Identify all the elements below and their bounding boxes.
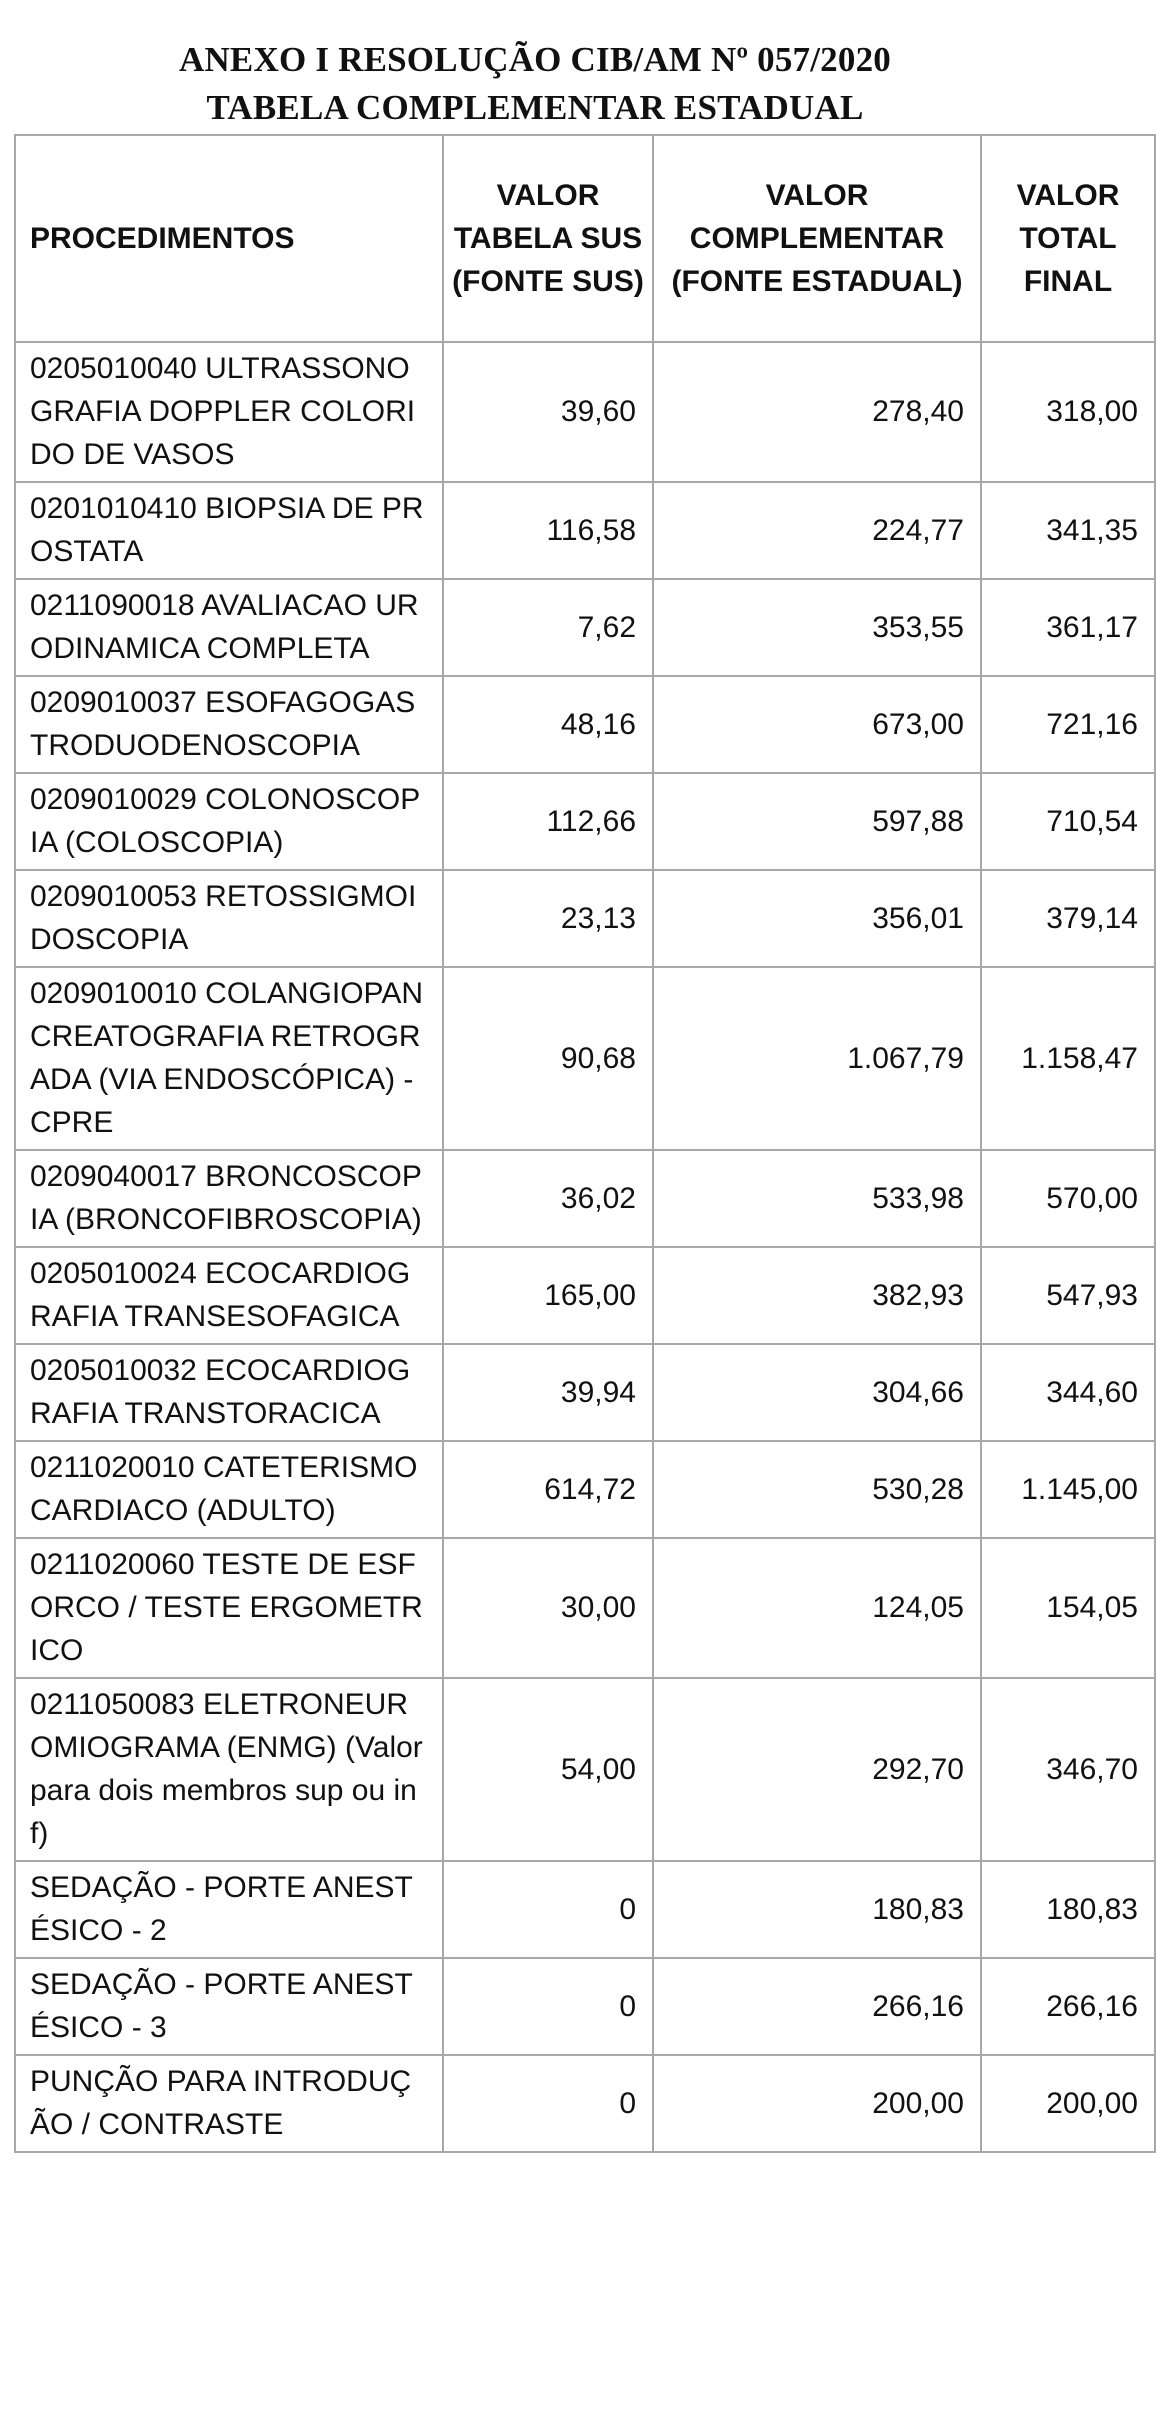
valor-total-cell: 154,05 — [981, 1538, 1155, 1678]
valor-complementar-cell: 304,66 — [653, 1344, 981, 1441]
valor-complementar-cell: 200,00 — [653, 2055, 981, 2152]
valor-sus-cell: 165,00 — [443, 1247, 653, 1344]
valor-sus-cell: 48,16 — [443, 676, 653, 773]
procedure-cell: 0205010040 ULTRASSONOGRAFIA DOPPLER COLORIDO DE VASOS — [15, 342, 443, 482]
table-row — [15, 342, 1155, 482]
table-row — [15, 967, 1155, 1150]
valor-sus-cell: 116,58 — [443, 482, 653, 579]
valor-complementar-cell: 356,01 — [653, 870, 981, 967]
valor-total-cell: 180,83 — [981, 1861, 1155, 1958]
valor-sus-cell: 0 — [443, 2055, 653, 2152]
column-header-valor-total-final: VALOR TOTAL FINAL — [981, 135, 1155, 342]
valor-sus-cell: 112,66 — [443, 773, 653, 870]
valor-total-cell: 710,54 — [981, 773, 1155, 870]
valor-complementar-cell: 353,55 — [653, 579, 981, 676]
valor-sus-cell: 0 — [443, 1958, 653, 2055]
table-row — [15, 1538, 1155, 1678]
valor-complementar-cell: 533,98 — [653, 1150, 981, 1247]
procedure-cell: 0209040017 BRONCOSCOPIA (BRONCOFIBROSCOPIA) — [15, 1150, 443, 1247]
procedure-cell: 0209010029 COLONOSCOPIA (COLOSCOPIA) — [15, 773, 443, 870]
document-header — [0, 36, 1070, 132]
table-row — [15, 773, 1155, 870]
table-row — [15, 1344, 1155, 1441]
table-row — [15, 1678, 1155, 1861]
valor-complementar-cell: 673,00 — [653, 676, 981, 773]
valor-sus-cell: 90,68 — [443, 967, 653, 1150]
valor-total-cell: 361,17 — [981, 579, 1155, 676]
valor-sus-cell: 36,02 — [443, 1150, 653, 1247]
valor-sus-cell: 30,00 — [443, 1538, 653, 1678]
table-row — [15, 482, 1155, 579]
valor-sus-cell: 0 — [443, 1861, 653, 1958]
table-row — [15, 2055, 1155, 2152]
valor-total-cell: 570,00 — [981, 1150, 1155, 1247]
valor-total-cell: 266,16 — [981, 1958, 1155, 2055]
valor-sus-cell: 39,94 — [443, 1344, 653, 1441]
procedure-cell: 0209010053 RETOSSIGMOIDOSCOPIA — [15, 870, 443, 967]
table-row — [15, 1958, 1155, 2055]
table-row — [15, 676, 1155, 773]
document-subtitle: TABELA COMPLEMENTAR ESTADUAL — [206, 88, 864, 127]
procedure-cell: 0211050083 ELETRONEUROMIOGRAMA (ENMG) (Valor para dois membros sup ou inf) — [15, 1678, 443, 1861]
table-row — [15, 1247, 1155, 1344]
procedure-cell: 0211020010 CATETERISMO CARDIACO (ADULTO) — [15, 1441, 443, 1538]
procedure-cell: SEDAÇÃO - PORTE ANESTÉSICO - 3 — [15, 1958, 443, 2055]
document-title: ANEXO I RESOLUÇÃO CIB/AM Nº 057/2020 — [178, 40, 891, 79]
valor-total-cell: 379,14 — [981, 870, 1155, 967]
table-row — [15, 1861, 1155, 1958]
valor-total-cell: 346,70 — [981, 1678, 1155, 1861]
valor-complementar-cell: 382,93 — [653, 1247, 981, 1344]
procedure-cell: SEDAÇÃO - PORTE ANESTÉSICO - 2 — [15, 1861, 443, 1958]
table-row — [15, 870, 1155, 967]
valor-total-cell: 344,60 — [981, 1344, 1155, 1441]
valor-total-cell: 1.158,47 — [981, 967, 1155, 1150]
valor-complementar-cell: 278,40 — [653, 342, 981, 482]
valor-complementar-cell: 1.067,79 — [653, 967, 981, 1150]
table-row — [15, 579, 1155, 676]
valor-sus-cell: 54,00 — [443, 1678, 653, 1861]
valor-complementar-cell: 180,83 — [653, 1861, 981, 1958]
valor-total-cell: 341,35 — [981, 482, 1155, 579]
procedure-cell: 0205010032 ECOCARDIOGRAFIA TRANSTORACICA — [15, 1344, 443, 1441]
column-header-valor-complementar: VALOR COMPLEMENTAR (FONTE ESTADUAL) — [653, 135, 981, 342]
valor-sus-cell: 39,60 — [443, 342, 653, 482]
valor-complementar-cell: 292,70 — [653, 1678, 981, 1861]
valor-total-cell: 1.145,00 — [981, 1441, 1155, 1538]
valor-sus-cell: 614,72 — [443, 1441, 653, 1538]
table-row — [15, 1441, 1155, 1538]
valor-complementar-cell: 266,16 — [653, 1958, 981, 2055]
table-header-row — [15, 135, 1155, 342]
valor-complementar-cell: 597,88 — [653, 773, 981, 870]
valor-total-cell: 721,16 — [981, 676, 1155, 773]
column-header-procedimentos: PROCEDIMENTOS — [15, 135, 443, 342]
valor-complementar-cell: 224,77 — [653, 482, 981, 579]
valor-total-cell: 318,00 — [981, 342, 1155, 482]
procedures-table — [14, 134, 1156, 2153]
procedure-cell: 0209010010 COLANGIOPANCREATOGRAFIA RETROGRADA (VIA ENDOSCÓPICA) - CPRE — [15, 967, 443, 1150]
table-row — [15, 1150, 1155, 1247]
valor-total-cell: 547,93 — [981, 1247, 1155, 1344]
procedure-cell: 0211020060 TESTE DE ESFORCO / TESTE ERGOMETRICO — [15, 1538, 443, 1678]
procedure-cell: PUNÇÃO PARA INTRODUÇÃO / CONTRASTE — [15, 2055, 443, 2152]
valor-sus-cell: 23,13 — [443, 870, 653, 967]
procedure-cell: 0205010024 ECOCARDIOGRAFIA TRANSESOFAGICA — [15, 1247, 443, 1344]
column-header-valor-tabela-sus: VALOR TABELA SUS (FONTE SUS) — [443, 135, 653, 342]
procedure-cell: 0209010037 ESOFAGOGASTRODUODENOSCOPIA — [15, 676, 443, 773]
valor-complementar-cell: 530,28 — [653, 1441, 981, 1538]
valor-sus-cell: 7,62 — [443, 579, 653, 676]
procedure-cell: 0211090018 AVALIACAO URODINAMICA COMPLETA — [15, 579, 443, 676]
valor-complementar-cell: 124,05 — [653, 1538, 981, 1678]
procedure-cell: 0201010410 BIOPSIA DE PROSTATA — [15, 482, 443, 579]
valor-total-cell: 200,00 — [981, 2055, 1155, 2152]
